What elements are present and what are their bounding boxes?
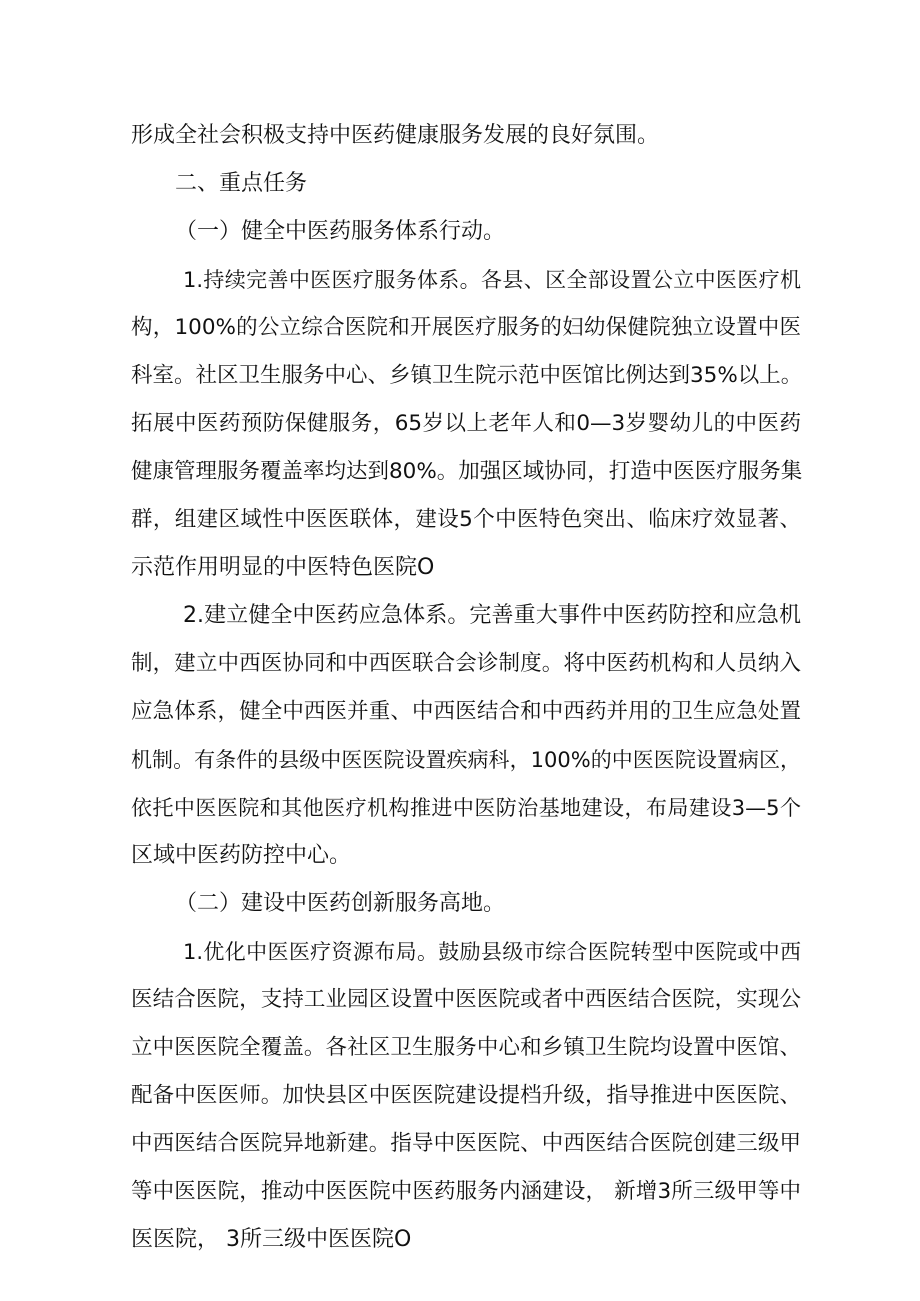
text-line: 配备中医医师。加快县区中医医院建设提档升级，指导推进中医医院、 bbox=[131, 1083, 801, 1108]
subsection-heading: （一）健全中医药服务体系行动。 bbox=[175, 219, 506, 244]
text-line: 示范作用明显的中医特色医院O bbox=[131, 555, 435, 580]
text-line: 医结合医院，支持工业园区设置中医医院或者中西医结合医院，实现公 bbox=[131, 987, 801, 1012]
paragraph-first-line: 2.建立健全中医药应急体系。完善重大事件中医药防控和应急机 bbox=[183, 603, 801, 628]
paragraph-first-line: 1.持续完善中医医疗服务体系。各县、区全部设置公立中医医疗机 bbox=[183, 268, 801, 292]
paragraph-first-line: 1.优化中医医疗资源布局。鼓励县级市综合医院转型中医院或中西 bbox=[183, 940, 801, 964]
text-line: 立中医医院全覆盖。各社区卫生服务中心和乡镇卫生院均设置中医馆、 bbox=[131, 1035, 801, 1060]
text-line: 等中医医院，推动中医医院中医药服务内涵建设， 新增3所三级甲等中 bbox=[131, 1179, 801, 1204]
subsection-heading: （二）建设中医药创新服务高地。 bbox=[175, 891, 506, 916]
text-line: 群，组建区域性中医医联体，建设5个中医特色突出、临床疗效显著、 bbox=[131, 507, 801, 532]
text-line: 拓展中医药预防保健服务，65岁以上老年人和0—3岁婴幼儿的中医药 bbox=[131, 411, 801, 436]
text-line: 制，建立中西医协同和中西医联合会诊制度。将中医药机构和人员纳入 bbox=[131, 651, 801, 676]
text-line: 应急体系，健全中西医并重、中西医结合和中西药并用的卫生应急处置 bbox=[131, 699, 801, 724]
text-line: 构，100%的公立综合医院和开展医疗服务的妇幼保健院独立设置中医 bbox=[131, 315, 801, 340]
text-line: 机制。有条件的县级中医医院设置疾病科，100%的中医医院设置病区， bbox=[131, 748, 801, 772]
text-line: 健康管理服务覆盖率均达到80%。加强区域协同，打造中医医疗服务集 bbox=[131, 459, 803, 484]
text-line: 区域中医药防控中心。 bbox=[131, 843, 352, 868]
section-heading: 二、重点任务 bbox=[175, 171, 308, 196]
text-line: 形成全社会积极支持中医药健康服务发展的良好氛围。 bbox=[131, 123, 660, 148]
text-line: 科室。社区卫生服务中心、乡镇卫生院示范中医馆比例达到35%以上。 bbox=[131, 363, 803, 388]
document-body bbox=[131, 112, 801, 1264]
text-line: 中西医结合医院异地新建。指导中医医院、中西医结合医院创建三级甲 bbox=[131, 1131, 801, 1156]
text-line: 医医院， 3所三级中医医院O bbox=[131, 1227, 412, 1252]
text-line: 依托中医医院和其他医疗机构推进中医防治基地建设，布局建设3—5个 bbox=[131, 796, 801, 820]
